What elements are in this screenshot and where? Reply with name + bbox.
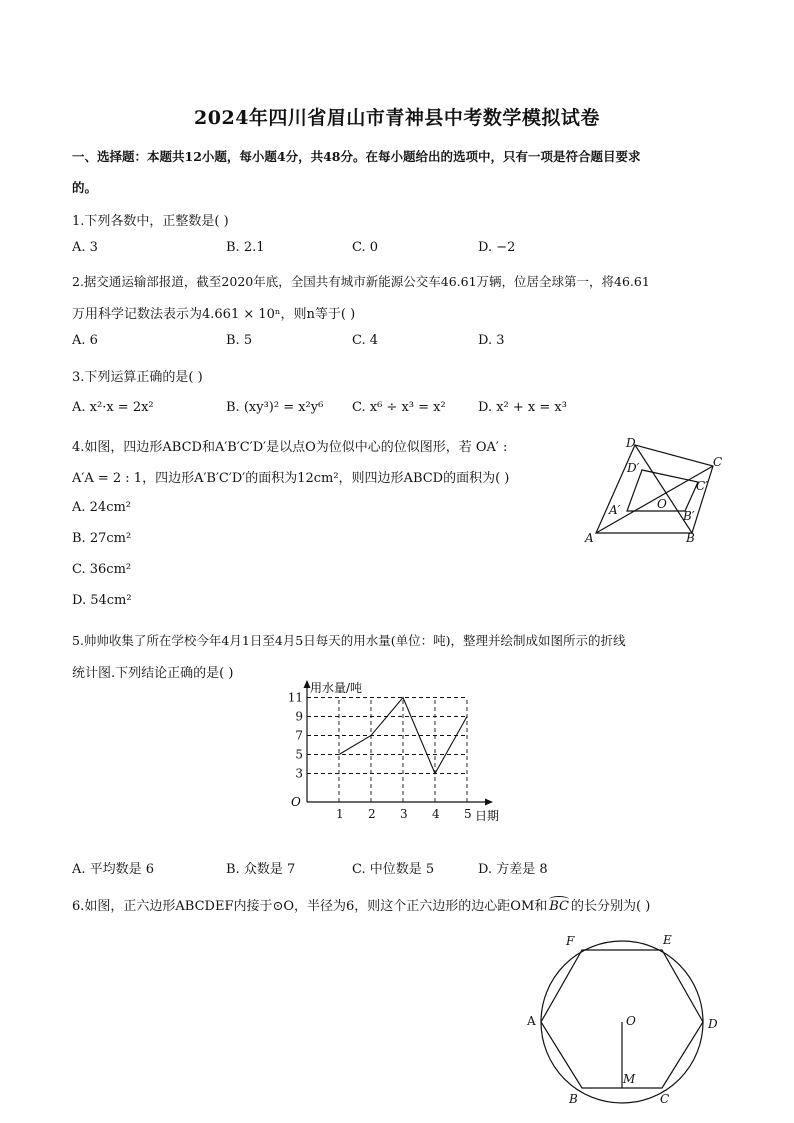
label-d: D [626, 436, 636, 450]
q1-option-b: B. 2.1 [226, 240, 265, 255]
q3-option-d: D. x² + x = x³ [478, 400, 567, 415]
label-o: O [657, 497, 667, 511]
q5-option-b: B. 众数是 7 [226, 862, 296, 877]
q1-option-c: C. 0 [352, 240, 379, 255]
x-tick-label: 3 [400, 807, 408, 821]
q4-stem-line2: A′A = 2 : 1，四边形A′B′C′D′的面积为12cm²，则四边形ABCD的面积为( ) [72, 471, 510, 486]
q3-option-c: C. x⁶ ÷ x³ = x² [352, 400, 446, 415]
q6-arc-label: BC [549, 899, 570, 914]
q2-stem-line1: 2.据交通运输部报道，截至2020年底，全国共有城市新能源公交车46.61万辆，位居全球第一，将46.61 [72, 274, 650, 289]
origin-label: O [291, 795, 301, 809]
paper-title: 2024年四川省眉山市青神县中考数学模拟试卷 [194, 107, 600, 129]
q4-option-c: C. 36cm² [72, 562, 132, 577]
label-d: D [708, 1017, 718, 1031]
q5-option-d: D. 方差是 8 [478, 862, 548, 877]
chart-axes [304, 680, 494, 806]
x-tick-label: 2 [368, 807, 376, 821]
label-c: C [660, 1092, 670, 1106]
section-instructions-line1: 一、选择题：本题共12小题，每小题4分，共48分。在每小题给出的选项中，只有一项是符合题目要求 [72, 149, 641, 164]
q5-option-a: A. 平均数是 6 [72, 862, 155, 877]
q2-stem-line2: 万用科学记数法表示为4.661 × 10ⁿ，则n等于( ) [72, 307, 356, 322]
label-a-prime: A′ [609, 503, 621, 517]
label-o: O [626, 1014, 636, 1028]
q1-option-a: A. 3 [72, 240, 98, 255]
label-b-prime: B′ [683, 509, 695, 523]
q2-option-a: A. 6 [72, 333, 98, 348]
label-m: M [623, 1072, 636, 1086]
q5-stem-line1: 5.帅帅收集了所在学校今年4月1日至4月5日每天的用水量(单位：吨)，整理并绘制成如图所示的折线 [72, 633, 626, 648]
q4-option-a: A. 24cm² [72, 500, 132, 515]
q4-stem-line1: 4.如图，四边形ABCD和A′B′C′D′是以点O为位似中心的位似图形，若 OA′ : [72, 440, 508, 455]
q4-option-d: D. 54cm² [72, 593, 132, 608]
label-c: C [713, 455, 723, 469]
q5-line-chart [280, 676, 520, 826]
q2-option-d: D. 3 [478, 333, 505, 348]
y-tick-label: 5 [295, 747, 303, 762]
label-b: B [686, 531, 695, 545]
q3-stem: 3.下列运算正确的是( ) [72, 370, 203, 385]
label-d-prime: D′ [627, 461, 640, 475]
y-tick-label: 11 [287, 690, 303, 705]
q4-figure [580, 430, 730, 550]
q6-arc-bc [549, 899, 569, 914]
section-instructions-line2: 的。 [72, 180, 98, 195]
q3-option-b: B. (xy³)² = x²y⁶ [226, 400, 324, 415]
q2-option-c: C. 4 [352, 333, 379, 348]
label-e: E [663, 933, 672, 947]
chart-grid [307, 698, 467, 803]
label-a: A [585, 531, 594, 545]
x-tick-label: 5 [464, 807, 472, 821]
label-f: F [566, 934, 575, 948]
q4-option-b: B. 27cm² [72, 531, 132, 546]
q1-stem: 1.下列各数中，正整数是( ) [72, 214, 229, 229]
label-b: B [569, 1092, 578, 1106]
q1-option-d: D. −2 [478, 240, 516, 255]
x-tick-label: 1 [336, 807, 344, 821]
q6-stem-suffix: 的长分别为( ) [571, 899, 651, 914]
y-axis-label: 用水量/吨 [310, 681, 363, 695]
x-axis-label: 日期 [475, 809, 500, 823]
q6-figure [520, 928, 730, 1113]
label-c-prime: C′ [696, 479, 708, 493]
x-tick-label: 4 [432, 807, 440, 821]
y-tick-label: 7 [295, 728, 303, 743]
q6-stem [72, 895, 650, 914]
label-a: A [527, 1014, 536, 1028]
x-axis-arrow-icon [485, 799, 493, 806]
q5-stem-line2: 统计图.下列结论正确的是( ) [72, 666, 234, 681]
q6-stem-prefix: 6.如图，正六边形ABCDEF内接于⊙O，半径为6，则这个正六边形的边心距OM和 [72, 899, 548, 914]
arc-mark-icon [549, 896, 569, 903]
y-tick-label: 9 [295, 709, 303, 724]
y-tick-label: 3 [295, 766, 303, 781]
q2-option-b: B. 5 [226, 333, 253, 348]
q3-option-a: A. x²·x = 2x² [72, 400, 154, 415]
q5-option-c: C. 中位数是 5 [352, 862, 435, 877]
